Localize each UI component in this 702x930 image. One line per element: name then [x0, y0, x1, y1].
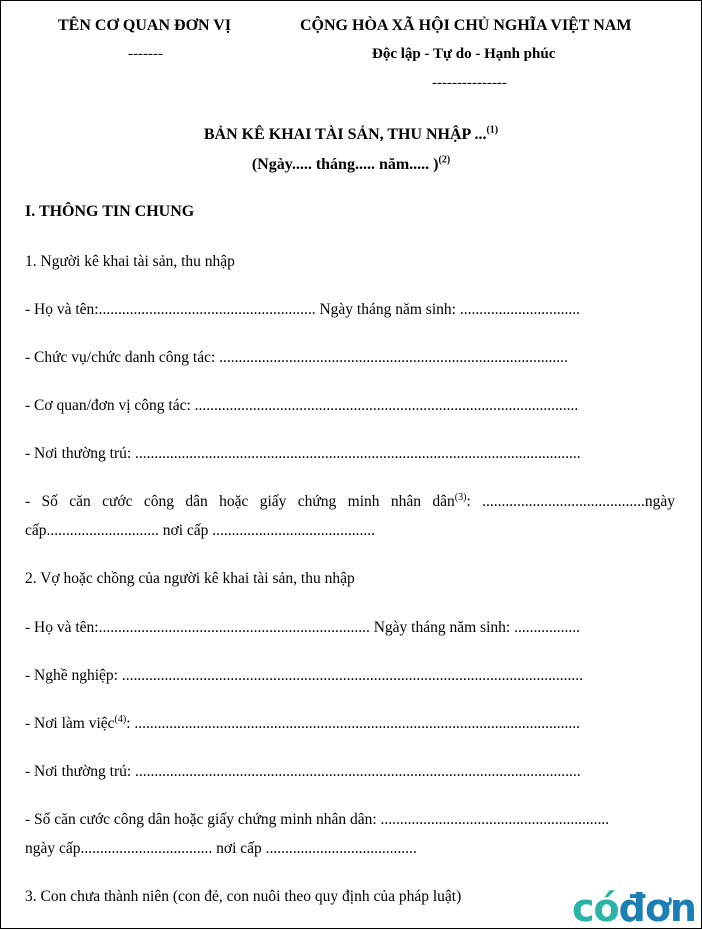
id-label: - Số căn cước công dân hoặc giấy chứng minh nhân dân: [25, 493, 455, 510]
country-name: CỘNG HÒA XÃ HỘI CHỦ NGHĨA VIỆT NAM: [300, 17, 632, 34]
national-motto: Độc lập - Tự do - Hạnh phúc: [372, 46, 556, 62]
date-text: (Ngày..... tháng..... năm..... ): [251, 156, 439, 173]
title-text: BẢN KÊ KHAI TÀI SẢN, THU NHẬP ...: [203, 126, 487, 143]
workplace-label: - Nơi làm việc: [25, 715, 115, 732]
org-name: TÊN CƠ QUAN ĐƠN VỊ: [58, 17, 232, 34]
spouse-id-line: - Số căn cước công dân hoặc giấy chứng minh nhân dân: ...........................................................: [25, 811, 610, 828]
title-footnote: (1): [486, 124, 499, 136]
declarant-id-line: [25, 493, 675, 511]
declarant-agency-line: - Cơ quan/đơn vị công tác: ...................................................................................................: [25, 397, 579, 414]
logo-part1: có: [571, 886, 619, 930]
declarant-title: 1. Người kê khai tài sản, thu nhập: [25, 253, 235, 270]
children-title: 3. Con chưa thành niên (con đẻ, con nuôi theo quy định của pháp luật): [25, 888, 462, 905]
codon-logo: [571, 886, 696, 930]
spouse-workplace-line: [25, 715, 580, 733]
declarant-name-line: - Họ và tên:........................................................ Ngày tháng năm sinh: ...............................: [25, 301, 580, 318]
declarant-id-issue-line: cấp............................. nơi cấp ..........................................: [25, 522, 376, 539]
spouse-residence-line: - Nơi thường trú: ...................................................................................................................: [25, 763, 581, 780]
spouse-title: 2. Vợ hoặc chồng của người kê khai tài sản, thu nhập: [25, 570, 355, 587]
document-date: [0, 156, 702, 174]
id-rest: : ..........................................ngày: [466, 493, 675, 510]
motto-separator: ---------------: [432, 75, 507, 91]
workplace-rest: : ...................................................................................................................: [126, 715, 581, 732]
document-title: [0, 126, 702, 144]
spouse-job-line: - Nghề nghiệp: .......................................................................................................................: [25, 667, 583, 684]
spouse-name-line: - Họ và tên:...................................................................... Ngày tháng năm sinh: .................: [25, 619, 580, 636]
workplace-footnote: (4): [114, 713, 127, 725]
org-separator: -------: [128, 46, 163, 62]
declarant-position-line: - Chức vụ/chức danh công tác: ..........................................................................................: [25, 349, 568, 366]
section-heading: I. THÔNG TIN CHUNG: [25, 203, 195, 220]
date-footnote: (2): [438, 154, 451, 166]
declarant-residence-line: - Nơi thường trú: ...................................................................................................................: [25, 445, 581, 462]
spouse-id-issue-line: ngày cấp.................................. nơi cấp .......................................: [25, 840, 417, 857]
logo-part2: đơn: [618, 886, 696, 930]
id-footnote: (3): [454, 491, 467, 503]
